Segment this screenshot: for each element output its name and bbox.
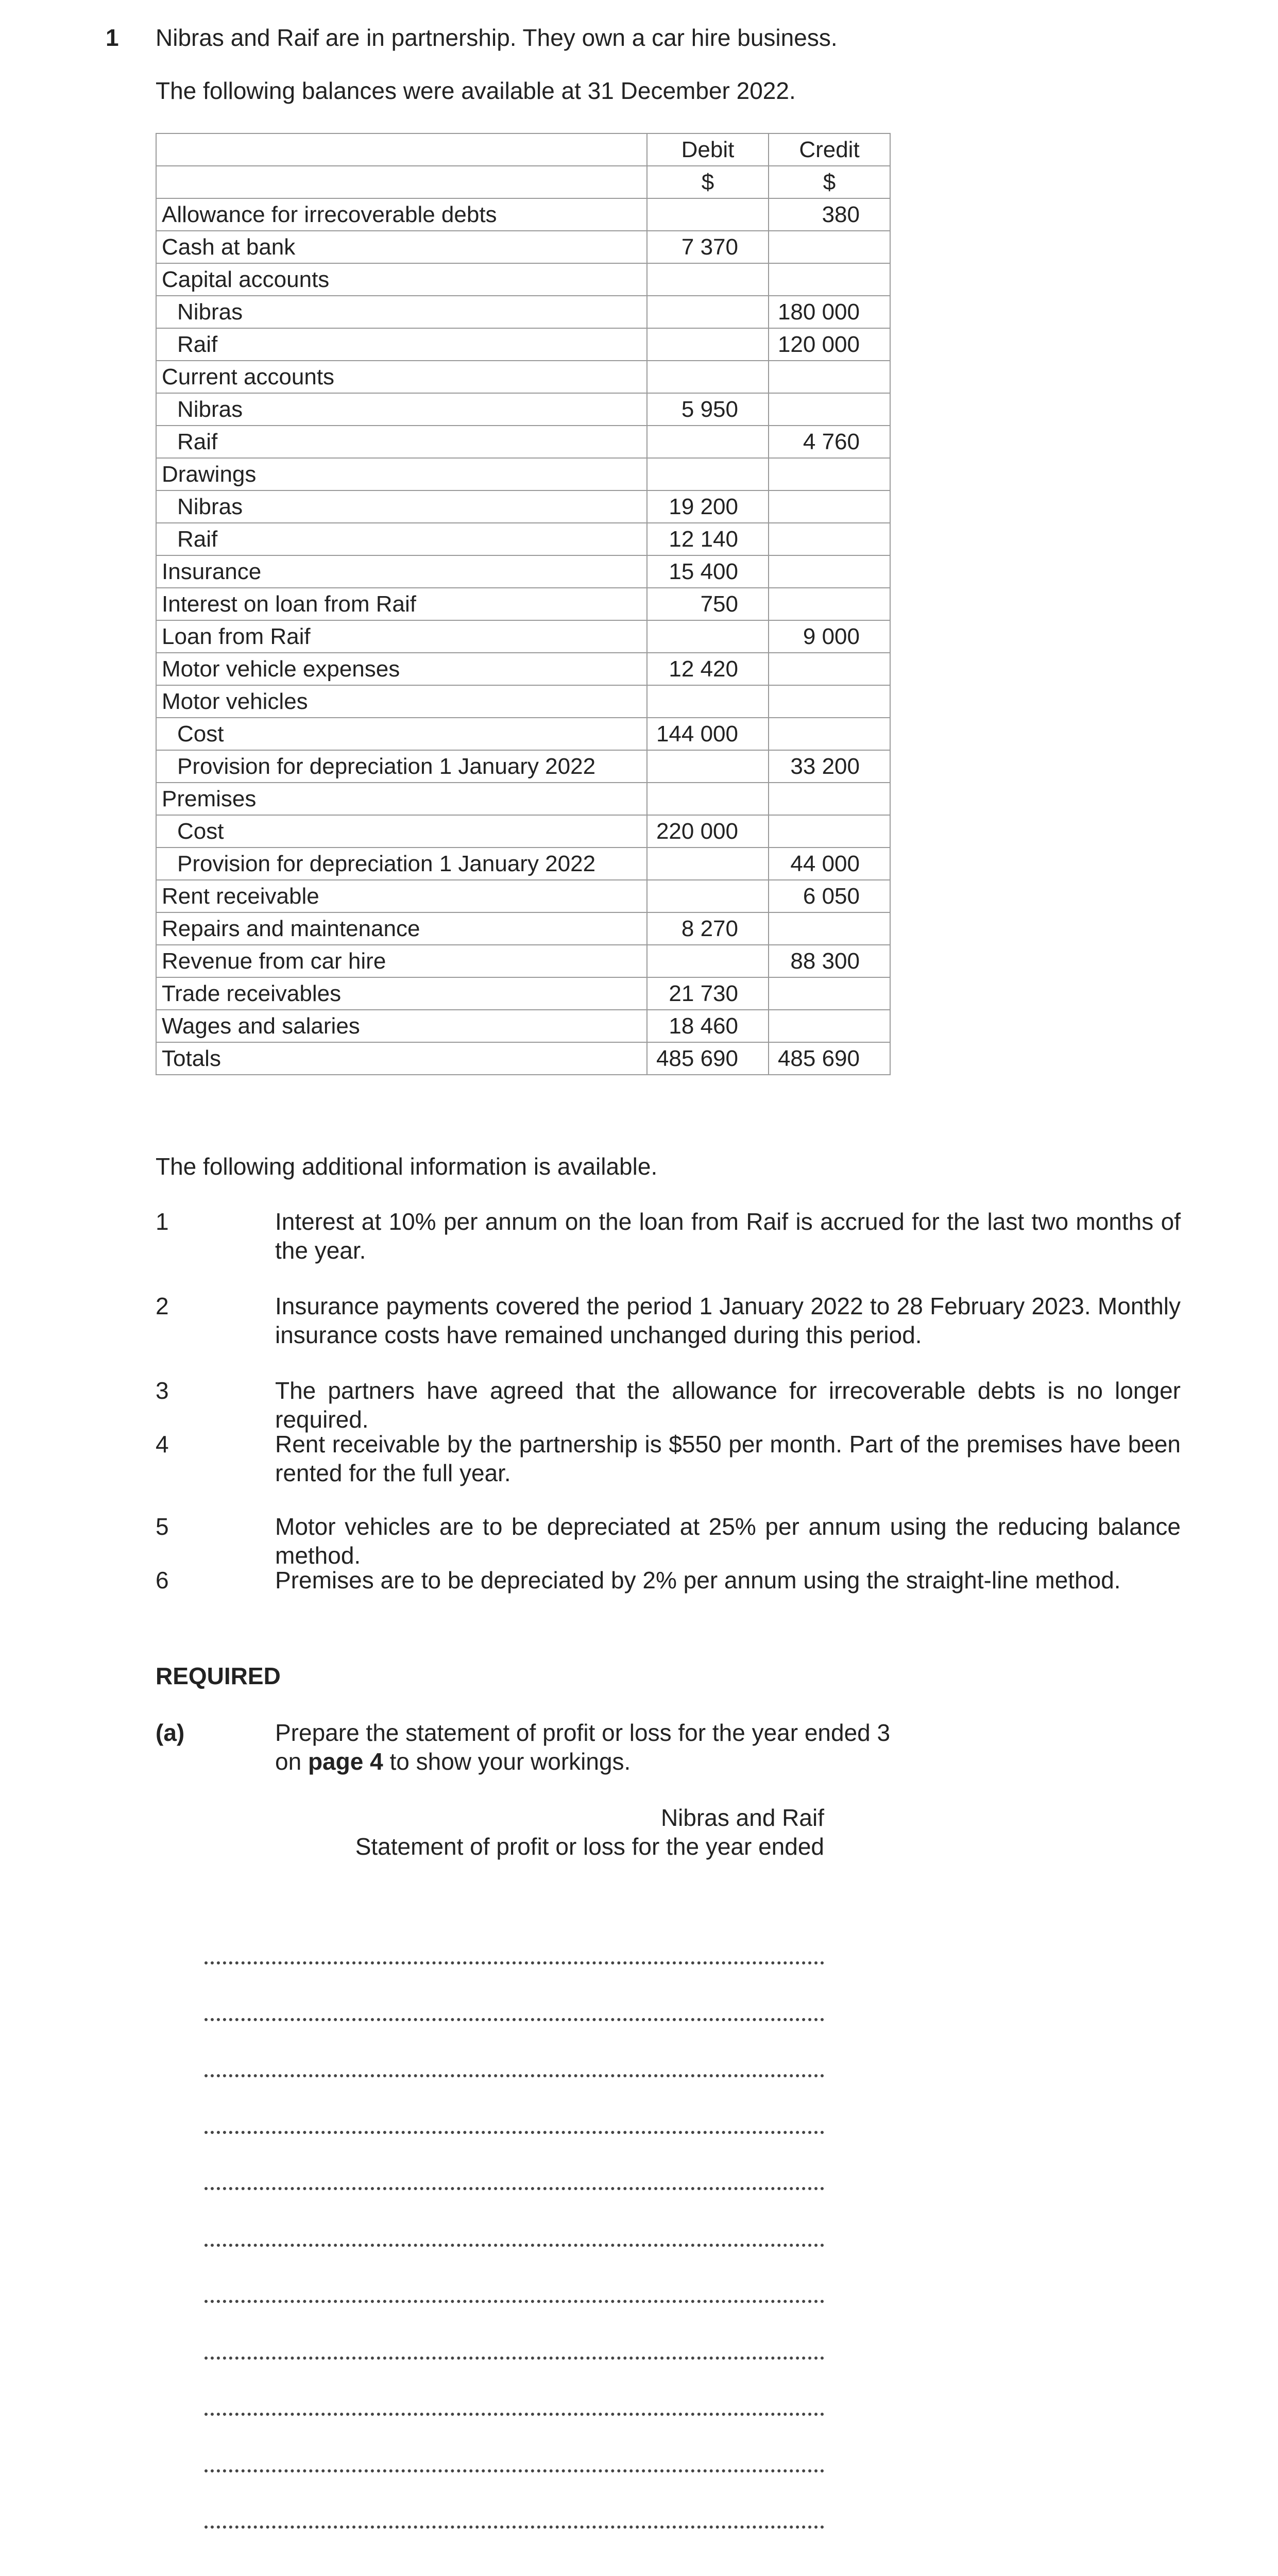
row-debit: 750	[647, 588, 769, 620]
info-item-number: 2	[156, 1293, 169, 1319]
row-label: Trade receivables	[156, 977, 647, 1010]
row-debit: 18 460	[647, 1010, 769, 1042]
required-text-pre: on	[275, 1748, 308, 1775]
row-credit: 33 200	[769, 750, 890, 783]
answer-line[interactable]	[205, 1961, 824, 1964]
answer-line[interactable]	[205, 2187, 824, 2190]
page-reference: page 4	[308, 1748, 383, 1775]
table-header-row	[156, 133, 890, 166]
row-label: Insurance	[156, 555, 647, 588]
statement-subtitle: Statement of profit or loss for the year ended	[355, 1833, 824, 1860]
row-label: Nibras	[156, 296, 647, 328]
info-item-text: Rent receivable by the partnership is $550 per month. Part of the premises have been rented for the full year.	[275, 1431, 1181, 1486]
row-credit	[769, 912, 890, 945]
part-label: (a)	[156, 1719, 185, 1746]
row-label: Motor vehicles	[156, 685, 647, 718]
row-label: Cost	[156, 815, 647, 848]
debit-header: Debit	[647, 133, 769, 166]
answer-line[interactable]	[205, 2300, 824, 2303]
row-debit	[647, 361, 769, 393]
row-label: Nibras	[156, 393, 647, 426]
row-credit: 88 300	[769, 945, 890, 977]
row-credit	[769, 231, 890, 263]
table-row	[156, 977, 890, 1010]
answer-line[interactable]	[205, 2018, 824, 2021]
table-row	[156, 263, 890, 296]
row-label: Raif	[156, 523, 647, 555]
row-debit	[647, 296, 769, 328]
row-label: Current accounts	[156, 361, 647, 393]
row-label: Revenue from car hire	[156, 945, 647, 977]
row-label: Rent receivable	[156, 880, 647, 912]
row-debit	[647, 263, 769, 296]
row-debit	[647, 783, 769, 815]
row-label: Cost	[156, 718, 647, 750]
row-label: Repairs and maintenance	[156, 912, 647, 945]
answer-line[interactable]	[205, 2357, 824, 2360]
row-credit: 44 000	[769, 848, 890, 880]
row-label: Raif	[156, 328, 647, 361]
row-credit	[769, 263, 890, 296]
required-text-line2	[275, 1747, 631, 1776]
row-credit	[769, 685, 890, 718]
row-label: Wages and salaries	[156, 1010, 647, 1042]
row-debit	[647, 685, 769, 718]
table-row	[156, 685, 890, 718]
row-credit	[769, 815, 890, 848]
row-credit: 9 000	[769, 620, 890, 653]
row-credit: 6 050	[769, 880, 890, 912]
row-debit: 19 200	[647, 490, 769, 523]
row-label: Cash at bank	[156, 231, 647, 263]
table-row	[156, 361, 890, 393]
row-debit: 485 690	[647, 1042, 769, 1075]
table-row	[156, 490, 890, 523]
row-debit: 8 270	[647, 912, 769, 945]
row-debit: 7 370	[647, 231, 769, 263]
row-credit	[769, 588, 890, 620]
row-label: Provision for depreciation 1 January 2022	[156, 848, 647, 880]
table-row	[156, 945, 890, 977]
row-credit	[769, 490, 890, 523]
row-debit	[647, 848, 769, 880]
table-currency-blank	[156, 166, 647, 198]
row-debit	[647, 426, 769, 458]
question-intro: Nibras and Raif are in partnership. They own a car hire business.	[156, 24, 838, 51]
row-credit: 485 690	[769, 1042, 890, 1075]
statement-title: Nibras and Raif	[660, 1804, 824, 1831]
row-credit	[769, 555, 890, 588]
row-debit: 12 420	[647, 653, 769, 685]
table-row	[156, 848, 890, 880]
trial-balance-table	[156, 133, 891, 1075]
row-debit	[647, 458, 769, 490]
required-text-post: to show your workings.	[383, 1748, 631, 1775]
row-label: Totals	[156, 1042, 647, 1075]
table-row	[156, 328, 890, 361]
table-row	[156, 296, 890, 328]
credit-header: Credit	[769, 133, 890, 166]
row-label: Loan from Raif	[156, 620, 647, 653]
table-row	[156, 783, 890, 815]
table-row	[156, 620, 890, 653]
row-credit: 4 760	[769, 426, 890, 458]
info-item-number: 3	[156, 1377, 169, 1404]
row-credit	[769, 1010, 890, 1042]
row-debit: 144 000	[647, 718, 769, 750]
table-row	[156, 523, 890, 555]
table-row	[156, 555, 890, 588]
row-label: Nibras	[156, 490, 647, 523]
row-credit	[769, 523, 890, 555]
row-label: Capital accounts	[156, 263, 647, 296]
info-item-text: Interest at 10% per annum on the loan from Raif is accrued for the last two months of the year.	[275, 1208, 1181, 1264]
table-row	[156, 653, 890, 685]
info-item-text: The partners have agreed that the allowance for irrecoverable debts is no longer required.	[275, 1377, 1181, 1433]
table-currency-row	[156, 166, 890, 198]
table-row	[156, 198, 890, 231]
row-credit	[769, 653, 890, 685]
row-label: Drawings	[156, 458, 647, 490]
row-credit	[769, 393, 890, 426]
info-item-number: 5	[156, 1513, 169, 1540]
row-debit	[647, 880, 769, 912]
row-credit	[769, 783, 890, 815]
row-label: Provision for depreciation 1 January 2022	[156, 750, 647, 783]
table-row	[156, 426, 890, 458]
table-row	[156, 880, 890, 912]
row-credit	[769, 977, 890, 1010]
row-credit	[769, 361, 890, 393]
info-item-number: 4	[156, 1431, 169, 1458]
row-credit: 120 000	[769, 328, 890, 361]
table-row	[156, 588, 890, 620]
table-row	[156, 458, 890, 490]
info-item-text: Insurance payments covered the period 1 January 2022 to 28 February 2023. Monthly insurance costs have remained unchanged during this period.	[275, 1293, 1181, 1348]
question-number: 1	[106, 24, 119, 51]
table-row	[156, 1042, 890, 1075]
debit-currency: $	[647, 166, 769, 198]
additional-info-intro: The following additional information is available.	[156, 1153, 658, 1180]
answer-line[interactable]	[205, 2413, 824, 2416]
table-row	[156, 750, 890, 783]
row-debit: 21 730	[647, 977, 769, 1010]
table-row	[156, 815, 890, 848]
table-row	[156, 1010, 890, 1042]
row-debit: 5 950	[647, 393, 769, 426]
balances-intro: The following balances were available at 31 December 2022.	[156, 77, 796, 104]
table-row	[156, 718, 890, 750]
row-credit	[769, 458, 890, 490]
row-credit: 180 000	[769, 296, 890, 328]
row-credit: 380	[769, 198, 890, 231]
required-heading: REQUIRED	[156, 1663, 281, 1689]
row-debit	[647, 945, 769, 977]
required-text-line1: Prepare the statement of profit or loss for the year ended 3	[275, 1719, 891, 1746]
info-item-text: Premises are to be depreciated by 2% per annum using the straight-line method.	[275, 1567, 1121, 1594]
row-label: Raif	[156, 426, 647, 458]
row-credit	[769, 718, 890, 750]
answer-line[interactable]	[205, 2244, 824, 2247]
row-label: Interest on loan from Raif	[156, 588, 647, 620]
row-debit	[647, 620, 769, 653]
row-debit	[647, 328, 769, 361]
row-debit: 220 000	[647, 815, 769, 848]
row-debit: 15 400	[647, 555, 769, 588]
row-label: Premises	[156, 783, 647, 815]
answer-line[interactable]	[205, 2074, 824, 2077]
table-header-blank	[156, 133, 647, 166]
row-label: Motor vehicle expenses	[156, 653, 647, 685]
table-row	[156, 912, 890, 945]
credit-currency: $	[769, 166, 890, 198]
row-debit	[647, 750, 769, 783]
answer-line[interactable]	[205, 2469, 824, 2472]
row-label: Allowance for irrecoverable debts	[156, 198, 647, 231]
row-debit: 12 140	[647, 523, 769, 555]
row-debit	[647, 198, 769, 231]
table-row	[156, 393, 890, 426]
table-row	[156, 231, 890, 263]
info-item-number: 1	[156, 1208, 169, 1235]
info-item-number: 6	[156, 1567, 169, 1594]
answer-line[interactable]	[205, 2526, 824, 2529]
answer-line[interactable]	[205, 2131, 824, 2134]
info-item-text: Motor vehicles are to be depreciated at 25% per annum using the reducing balance method.	[275, 1513, 1181, 1569]
